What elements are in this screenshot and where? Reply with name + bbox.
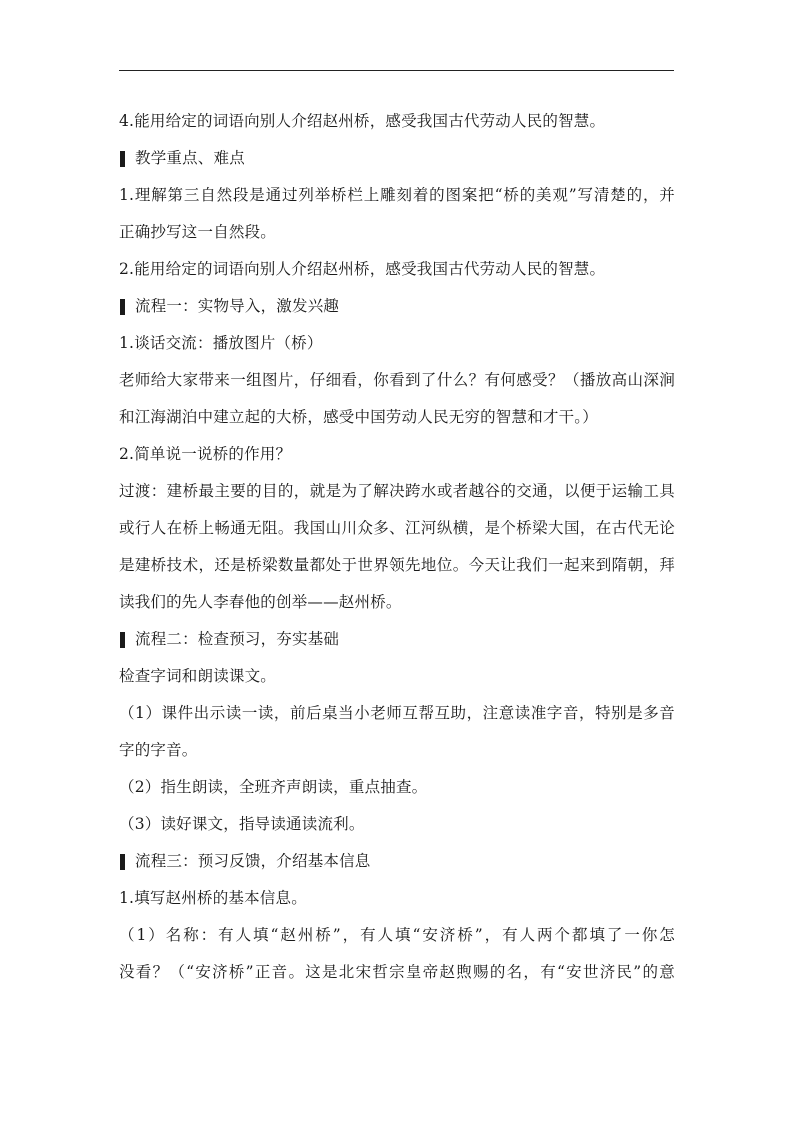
paragraph-line: 1.填写赵州桥的基本信息。	[119, 889, 307, 907]
paragraph-line: 没看？（“安济桥”正音。这是北宋哲宗皇帝赵煦赐的名，有“安世济民”的意	[119, 963, 675, 981]
paragraph-line: 是建桥技术，还是桥梁数量都处于世界领先地位。今天让我们一起来到隋朝，拜	[119, 556, 675, 574]
paragraph-line: 或行人在桥上畅通无阻。我国山川众多、江河纵横，是个桥梁大国，在古代无论	[119, 519, 675, 537]
paragraph-line: （1）名称：有人填“赵州桥”，有人填“安济桥”，有人两个都填了一你怎	[119, 926, 675, 944]
paragraph-line: 字的字音。	[119, 741, 198, 759]
heading-text: 流程三：预习反馈，介绍基本信息	[135, 852, 371, 870]
paragraph-line: （1）课件出示读一读，前后桌当小老师互帮互助，注意读准字音，特别是多音	[119, 704, 675, 722]
header-rule	[119, 70, 674, 71]
paragraph-line: 4.能用给定的词语向别人介绍赵州桥，感受我国古代劳动人民的智慧。	[119, 112, 606, 130]
section-heading	[119, 843, 679, 880]
paragraph-line: 正确抄写这一自然段。	[119, 223, 277, 241]
document-body	[119, 103, 679, 991]
heading-text: 流程二：检查预习，夯实基础	[135, 630, 340, 648]
heading-marker-icon	[120, 299, 125, 315]
heading-text: 教学重点、难点	[135, 149, 245, 167]
section-heading	[119, 140, 679, 177]
heading-marker-icon	[120, 151, 125, 167]
heading-text: 流程一：实物导入，激发兴趣	[135, 297, 340, 315]
paragraph-line: 读我们的先人李春他的创举——赵州桥。	[119, 593, 402, 611]
paragraph-line: 检查字词和朗读课文。	[119, 667, 277, 685]
paragraph-line: 过渡：建桥最主要的目的，就是为了解决跨水或者越谷的交通，以便于运输工具	[119, 482, 675, 500]
heading-marker-icon	[120, 632, 125, 648]
paragraph-line: （2）指生朗读，全班齐声朗读，重点抽查。	[119, 778, 428, 796]
paragraph-line: 和江海湖泊中建立起的大桥，感受中国劳动人民无穷的智慧和才干。）	[119, 408, 598, 426]
paragraph-line: （3）读好课文，指导读通读流利。	[119, 815, 365, 833]
paragraph-line: 1.谈话交流：播放图片（桥）	[119, 334, 323, 352]
paragraph-line: 老师给大家带来一组图片，仔细看，你看到了什么？有何感受？（播放高山深涧	[119, 371, 675, 389]
section-heading	[119, 288, 679, 325]
section-heading	[119, 621, 679, 658]
heading-marker-icon	[120, 854, 125, 870]
paragraph-line: 2.简单说一说桥的作用？	[119, 445, 292, 463]
paragraph-line: 1.理解第三自然段是通过列举桥栏上雕刻着的图案把“桥的美观”写清楚的，并	[119, 186, 675, 204]
paragraph-line: 2.能用给定的词语向别人介绍赵州桥，感受我国古代劳动人民的智慧。	[119, 260, 606, 278]
